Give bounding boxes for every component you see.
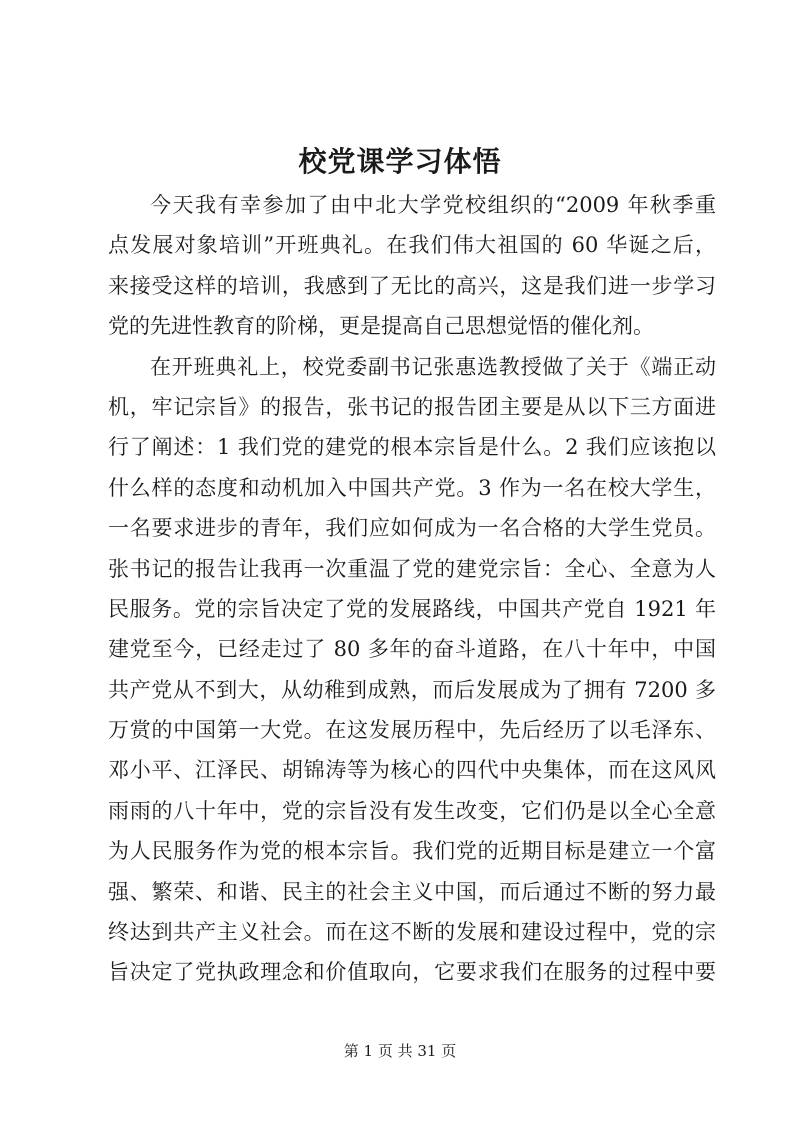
text-line: 在开班典礼上，校党委副书记张惠选教授做了关于《端正动 <box>150 354 716 379</box>
paragraph <box>108 347 716 993</box>
text-line: 为人民服务作为党的根本宗旨。我们党的近期目标是建立一个富 <box>108 839 716 864</box>
paragraph <box>108 185 716 347</box>
text-line: 民服务。党的宗旨决定了党的发展路线，中国共产党自 1921 年 <box>108 596 716 621</box>
text-line: 万赏的中国第一大党。在这发展历程中，先后经历了以毛泽东、 <box>108 718 716 743</box>
text-line: 张书记的报告让我再一次重温了党的建党宗旨：全心、全意为人 <box>108 556 716 581</box>
text-line: 什么样的态度和动机加入中国共产党。3 作为一名在校大学生， <box>108 475 716 500</box>
text-line: 一名要求进步的青年，我们应如何成为一名合格的大学生党员。 <box>108 516 716 541</box>
text-line: 点发展对象培训”开班典礼。在我们伟大祖国的 60 华诞之后， <box>108 233 716 258</box>
text-line: 雨雨的八十年中，党的宗旨没有发生改变，它们仍是以全心全意 <box>108 798 716 823</box>
document-title: 校党课学习体悟 <box>298 145 502 178</box>
text-line: 机，牢记宗旨》的报告，张书记的报告团主要是从以下三方面进 <box>108 394 716 419</box>
document-body <box>108 185 716 993</box>
text-line: 共产党从不到大，从幼稚到成熟，而后发展成为了拥有 7200 多 <box>108 677 716 702</box>
page-footer: 第 1 页 共 31 页 <box>343 1042 457 1060</box>
text-line: 今天我有幸参加了由中北大学党校组织的“2009 年秋季重 <box>150 193 716 217</box>
text-line: 邓小平、江泽民、胡锦涛等为核心的四代中央集体，而在这风风 <box>108 758 716 783</box>
text-line: 行了阐述：1 我们党的建党的根本宗旨是什么。2 我们应该抱以 <box>108 435 716 460</box>
text-line: 终达到共产主义社会。而在这不断的发展和建设过程中，党的宗 <box>108 920 716 945</box>
text-line: 建党至今，已经走过了 80 多年的奋斗道路，在八十年中，中国 <box>108 637 716 662</box>
text-line: 强、繁荣、和谐、民主的社会主义中国，而后通过不断的努力最 <box>108 879 716 904</box>
text-line: 来接受这样的培训，我感到了无比的高兴，这是我们进一步学习 <box>108 273 716 298</box>
text-line: 党的先进性教育的阶梯，更是提高自己思想觉悟的催化剂。 <box>108 314 654 339</box>
text-line: 旨决定了党执政理念和价值取向，它要求我们在服务的过程中要 <box>108 960 716 985</box>
